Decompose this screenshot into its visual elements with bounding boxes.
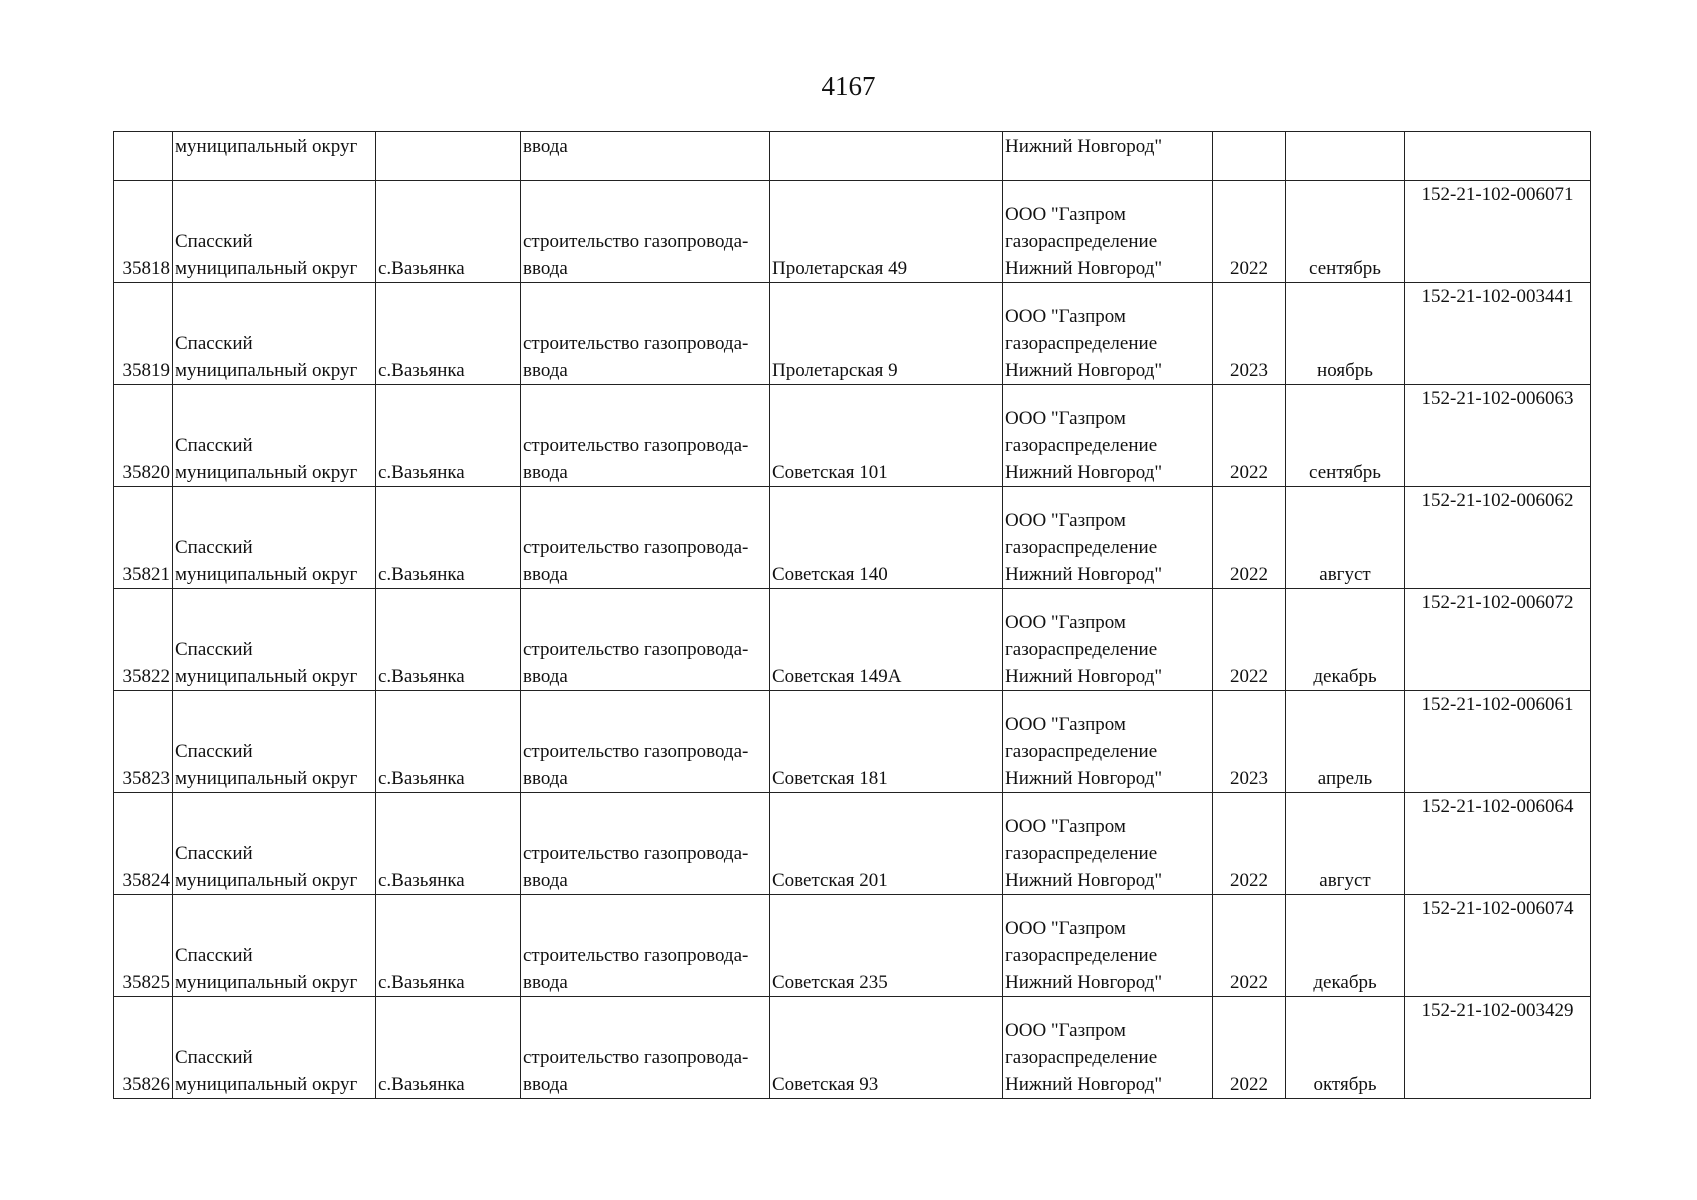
district-line-1: Спасский <box>175 741 253 762</box>
cell-organization <box>1003 283 1213 385</box>
cell-code: 152-21-102-003429 <box>1405 997 1591 1099</box>
cell-month: август <box>1286 793 1405 895</box>
cell-work-type <box>521 181 770 283</box>
cell-settlement: с.Вазьянка <box>376 691 521 793</box>
cell-settlement: с.Вазьянка <box>376 895 521 997</box>
cell-work-type <box>521 895 770 997</box>
table-row <box>114 589 1591 691</box>
work-line-1: строительство газопровода- <box>523 333 749 354</box>
table-row <box>114 895 1591 997</box>
cell-address <box>770 132 1003 181</box>
cell-month: декабрь <box>1286 589 1405 691</box>
work-line-1: строительство газопровода- <box>523 231 749 252</box>
district-line-2: муниципальный округ <box>175 564 358 585</box>
cell-year: 2023 <box>1213 283 1286 385</box>
org-line-3: Нижний Новгород" <box>1005 1074 1163 1095</box>
table-row <box>114 691 1591 793</box>
cell-year: 2022 <box>1213 589 1286 691</box>
cell-district <box>173 691 376 793</box>
cell-month: август <box>1286 487 1405 589</box>
cell-number: 35819 <box>114 283 173 385</box>
cell-work-type <box>521 385 770 487</box>
district-line-1: Спасский <box>175 639 253 660</box>
table-row <box>114 487 1591 589</box>
cell-settlement <box>376 132 521 181</box>
cell-year: 2023 <box>1213 691 1286 793</box>
cell-district <box>173 181 376 283</box>
org-line-2: газораспределение <box>1005 231 1158 252</box>
cell-address: Пролетарская 9 <box>770 283 1003 385</box>
cell-organization <box>1003 385 1213 487</box>
cell-number: 35825 <box>114 895 173 997</box>
work-line-1: строительство газопровода- <box>523 537 749 558</box>
work-line-2: ввода <box>523 870 568 891</box>
cell-year: 2022 <box>1213 385 1286 487</box>
cell-address: Советская 149А <box>770 589 1003 691</box>
cell-work-type <box>521 283 770 385</box>
cell-district <box>173 487 376 589</box>
cell-address: Советская 201 <box>770 793 1003 895</box>
org-line-3: Нижний Новгород" <box>1005 666 1163 687</box>
cell-year: 2022 <box>1213 997 1286 1099</box>
cell-month: декабрь <box>1286 895 1405 997</box>
cell-year <box>1213 132 1286 181</box>
district-line-1: Спасский <box>175 537 253 558</box>
org-line-1: ООО "Газпром <box>1005 918 1126 939</box>
org-line-3: Нижний Новгород" <box>1005 462 1163 483</box>
org-line-3: Нижний Новгород" <box>1005 870 1163 891</box>
district-line-2: муниципальный округ <box>175 768 358 789</box>
district-line-1: Спасский <box>175 231 253 252</box>
cell-settlement: с.Вазьянка <box>376 385 521 487</box>
cell-organization <box>1003 691 1213 793</box>
cell-number: 35822 <box>114 589 173 691</box>
cell-address: Пролетарская 49 <box>770 181 1003 283</box>
cell-work-type <box>521 691 770 793</box>
work-line-2: ввода <box>523 1074 568 1095</box>
cell-settlement: с.Вазьянка <box>376 793 521 895</box>
org-line-2: газораспределение <box>1005 843 1158 864</box>
cell-address: Советская 93 <box>770 997 1003 1099</box>
cell-year: 2022 <box>1213 181 1286 283</box>
cell-district <box>173 385 376 487</box>
district-line-2: муниципальный округ <box>175 870 358 891</box>
org-line-3: Нижний Новгород" <box>1005 972 1163 993</box>
cell-number: 35826 <box>114 997 173 1099</box>
table-body <box>114 132 1591 1099</box>
org-line-2: газораспределение <box>1005 639 1158 660</box>
org-line-1: ООО "Газпром <box>1005 1020 1126 1041</box>
cell-organization <box>1003 997 1213 1099</box>
cell-settlement: с.Вазьянка <box>376 997 521 1099</box>
cell-organization <box>1003 487 1213 589</box>
org-line-1: ООО "Газпром <box>1005 612 1126 633</box>
cell-settlement: с.Вазьянка <box>376 589 521 691</box>
cell-code: 152-21-102-006063 <box>1405 385 1591 487</box>
table-row <box>114 997 1591 1099</box>
cell-number: 35824 <box>114 793 173 895</box>
cell-code: 152-21-102-006071 <box>1405 181 1591 283</box>
gas-pipeline-registry-table <box>113 131 1591 1099</box>
work-line-2: ввода <box>523 258 568 279</box>
table-row <box>114 793 1591 895</box>
org-line-1: ООО "Газпром <box>1005 816 1126 837</box>
district-line-1: Спасский <box>175 945 253 966</box>
org-line-2: газораспределение <box>1005 333 1158 354</box>
cell-code: 152-21-102-006062 <box>1405 487 1591 589</box>
org-line-3: Нижний Новгород" <box>1005 258 1163 279</box>
cell-code: 152-21-102-006074 <box>1405 895 1591 997</box>
cell-work-type: ввода <box>521 132 770 181</box>
work-line-1: строительство газопровода- <box>523 639 749 660</box>
work-line-2: ввода <box>523 462 568 483</box>
cell-year: 2022 <box>1213 895 1286 997</box>
cell-code: 152-21-102-006064 <box>1405 793 1591 895</box>
work-line-1: строительство газопровода- <box>523 1047 749 1068</box>
cell-organization <box>1003 895 1213 997</box>
cell-work-type <box>521 589 770 691</box>
cell-address: Советская 235 <box>770 895 1003 997</box>
cell-year: 2022 <box>1213 487 1286 589</box>
org-line-2: газораспределение <box>1005 945 1158 966</box>
cell-district <box>173 895 376 997</box>
cell-work-type <box>521 997 770 1099</box>
cell-work-type <box>521 487 770 589</box>
org-line-1: ООО "Газпром <box>1005 714 1126 735</box>
org-line-2: газораспределение <box>1005 741 1158 762</box>
cell-number <box>114 132 173 181</box>
district-line-2: муниципальный округ <box>175 972 358 993</box>
cell-settlement: с.Вазьянка <box>376 181 521 283</box>
work-line-1: строительство газопровода- <box>523 945 749 966</box>
cell-organization: Нижний Новгород" <box>1003 132 1213 181</box>
cell-month: апрель <box>1286 691 1405 793</box>
org-line-3: Нижний Новгород" <box>1005 564 1163 585</box>
work-line-2: ввода <box>523 564 568 585</box>
org-line-2: газораспределение <box>1005 537 1158 558</box>
cell-code: 152-21-102-003441 <box>1405 283 1591 385</box>
work-line-2: ввода <box>523 972 568 993</box>
work-line-2: ввода <box>523 666 568 687</box>
work-line-1: строительство газопровода- <box>523 741 749 762</box>
cell-district <box>173 793 376 895</box>
district-line-2: муниципальный округ <box>175 462 358 483</box>
org-line-3: Нижний Новгород" <box>1005 360 1163 381</box>
work-line-1: строительство газопровода- <box>523 435 749 456</box>
cell-code <box>1405 132 1591 181</box>
table-row <box>114 181 1591 283</box>
cell-code: 152-21-102-006072 <box>1405 589 1591 691</box>
cell-organization <box>1003 793 1213 895</box>
org-line-1: ООО "Газпром <box>1005 204 1126 225</box>
district-line-1: Спасский <box>175 435 253 456</box>
cell-number: 35818 <box>114 181 173 283</box>
org-line-2: газораспределение <box>1005 1047 1158 1068</box>
table-row <box>114 385 1591 487</box>
cell-month <box>1286 132 1405 181</box>
org-line-2: газораспределение <box>1005 435 1158 456</box>
page-number: 4167 <box>821 71 876 101</box>
district-line-2: муниципальный округ <box>175 258 358 279</box>
work-line-2: ввода <box>523 768 568 789</box>
org-line-1: ООО "Газпром <box>1005 408 1126 429</box>
district-line-1: Спасский <box>175 333 253 354</box>
cell-month: сентябрь <box>1286 385 1405 487</box>
district-line-1: Спасский <box>175 843 253 864</box>
cell-month: ноябрь <box>1286 283 1405 385</box>
cell-district <box>173 997 376 1099</box>
cell-organization <box>1003 181 1213 283</box>
cell-number: 35820 <box>114 385 173 487</box>
cell-settlement: с.Вазьянка <box>376 487 521 589</box>
district-line-1: Спасский <box>175 1047 253 1068</box>
work-line-2: ввода <box>523 360 568 381</box>
cell-address: Советская 101 <box>770 385 1003 487</box>
cell-organization <box>1003 589 1213 691</box>
cell-address: Советская 140 <box>770 487 1003 589</box>
cell-district <box>173 589 376 691</box>
cell-month: сентябрь <box>1286 181 1405 283</box>
district-line-2: муниципальный округ <box>175 666 358 687</box>
cell-month: октябрь <box>1286 997 1405 1099</box>
district-line-2: муниципальный округ <box>175 1074 358 1095</box>
cell-number: 35823 <box>114 691 173 793</box>
cell-code: 152-21-102-006061 <box>1405 691 1591 793</box>
cell-address: Советская 181 <box>770 691 1003 793</box>
cell-year: 2022 <box>1213 793 1286 895</box>
continuation-row <box>114 132 1591 181</box>
cell-settlement: с.Вазьянка <box>376 283 521 385</box>
work-line-1: строительство газопровода- <box>523 843 749 864</box>
cell-work-type <box>521 793 770 895</box>
cell-district <box>173 283 376 385</box>
org-line-3: Нижний Новгород" <box>1005 768 1163 789</box>
org-line-1: ООО "Газпром <box>1005 510 1126 531</box>
district-line-2: муниципальный округ <box>175 360 358 381</box>
org-line-1: ООО "Газпром <box>1005 306 1126 327</box>
cell-district: муниципальный округ <box>173 132 376 181</box>
table-row <box>114 283 1591 385</box>
cell-number: 35821 <box>114 487 173 589</box>
